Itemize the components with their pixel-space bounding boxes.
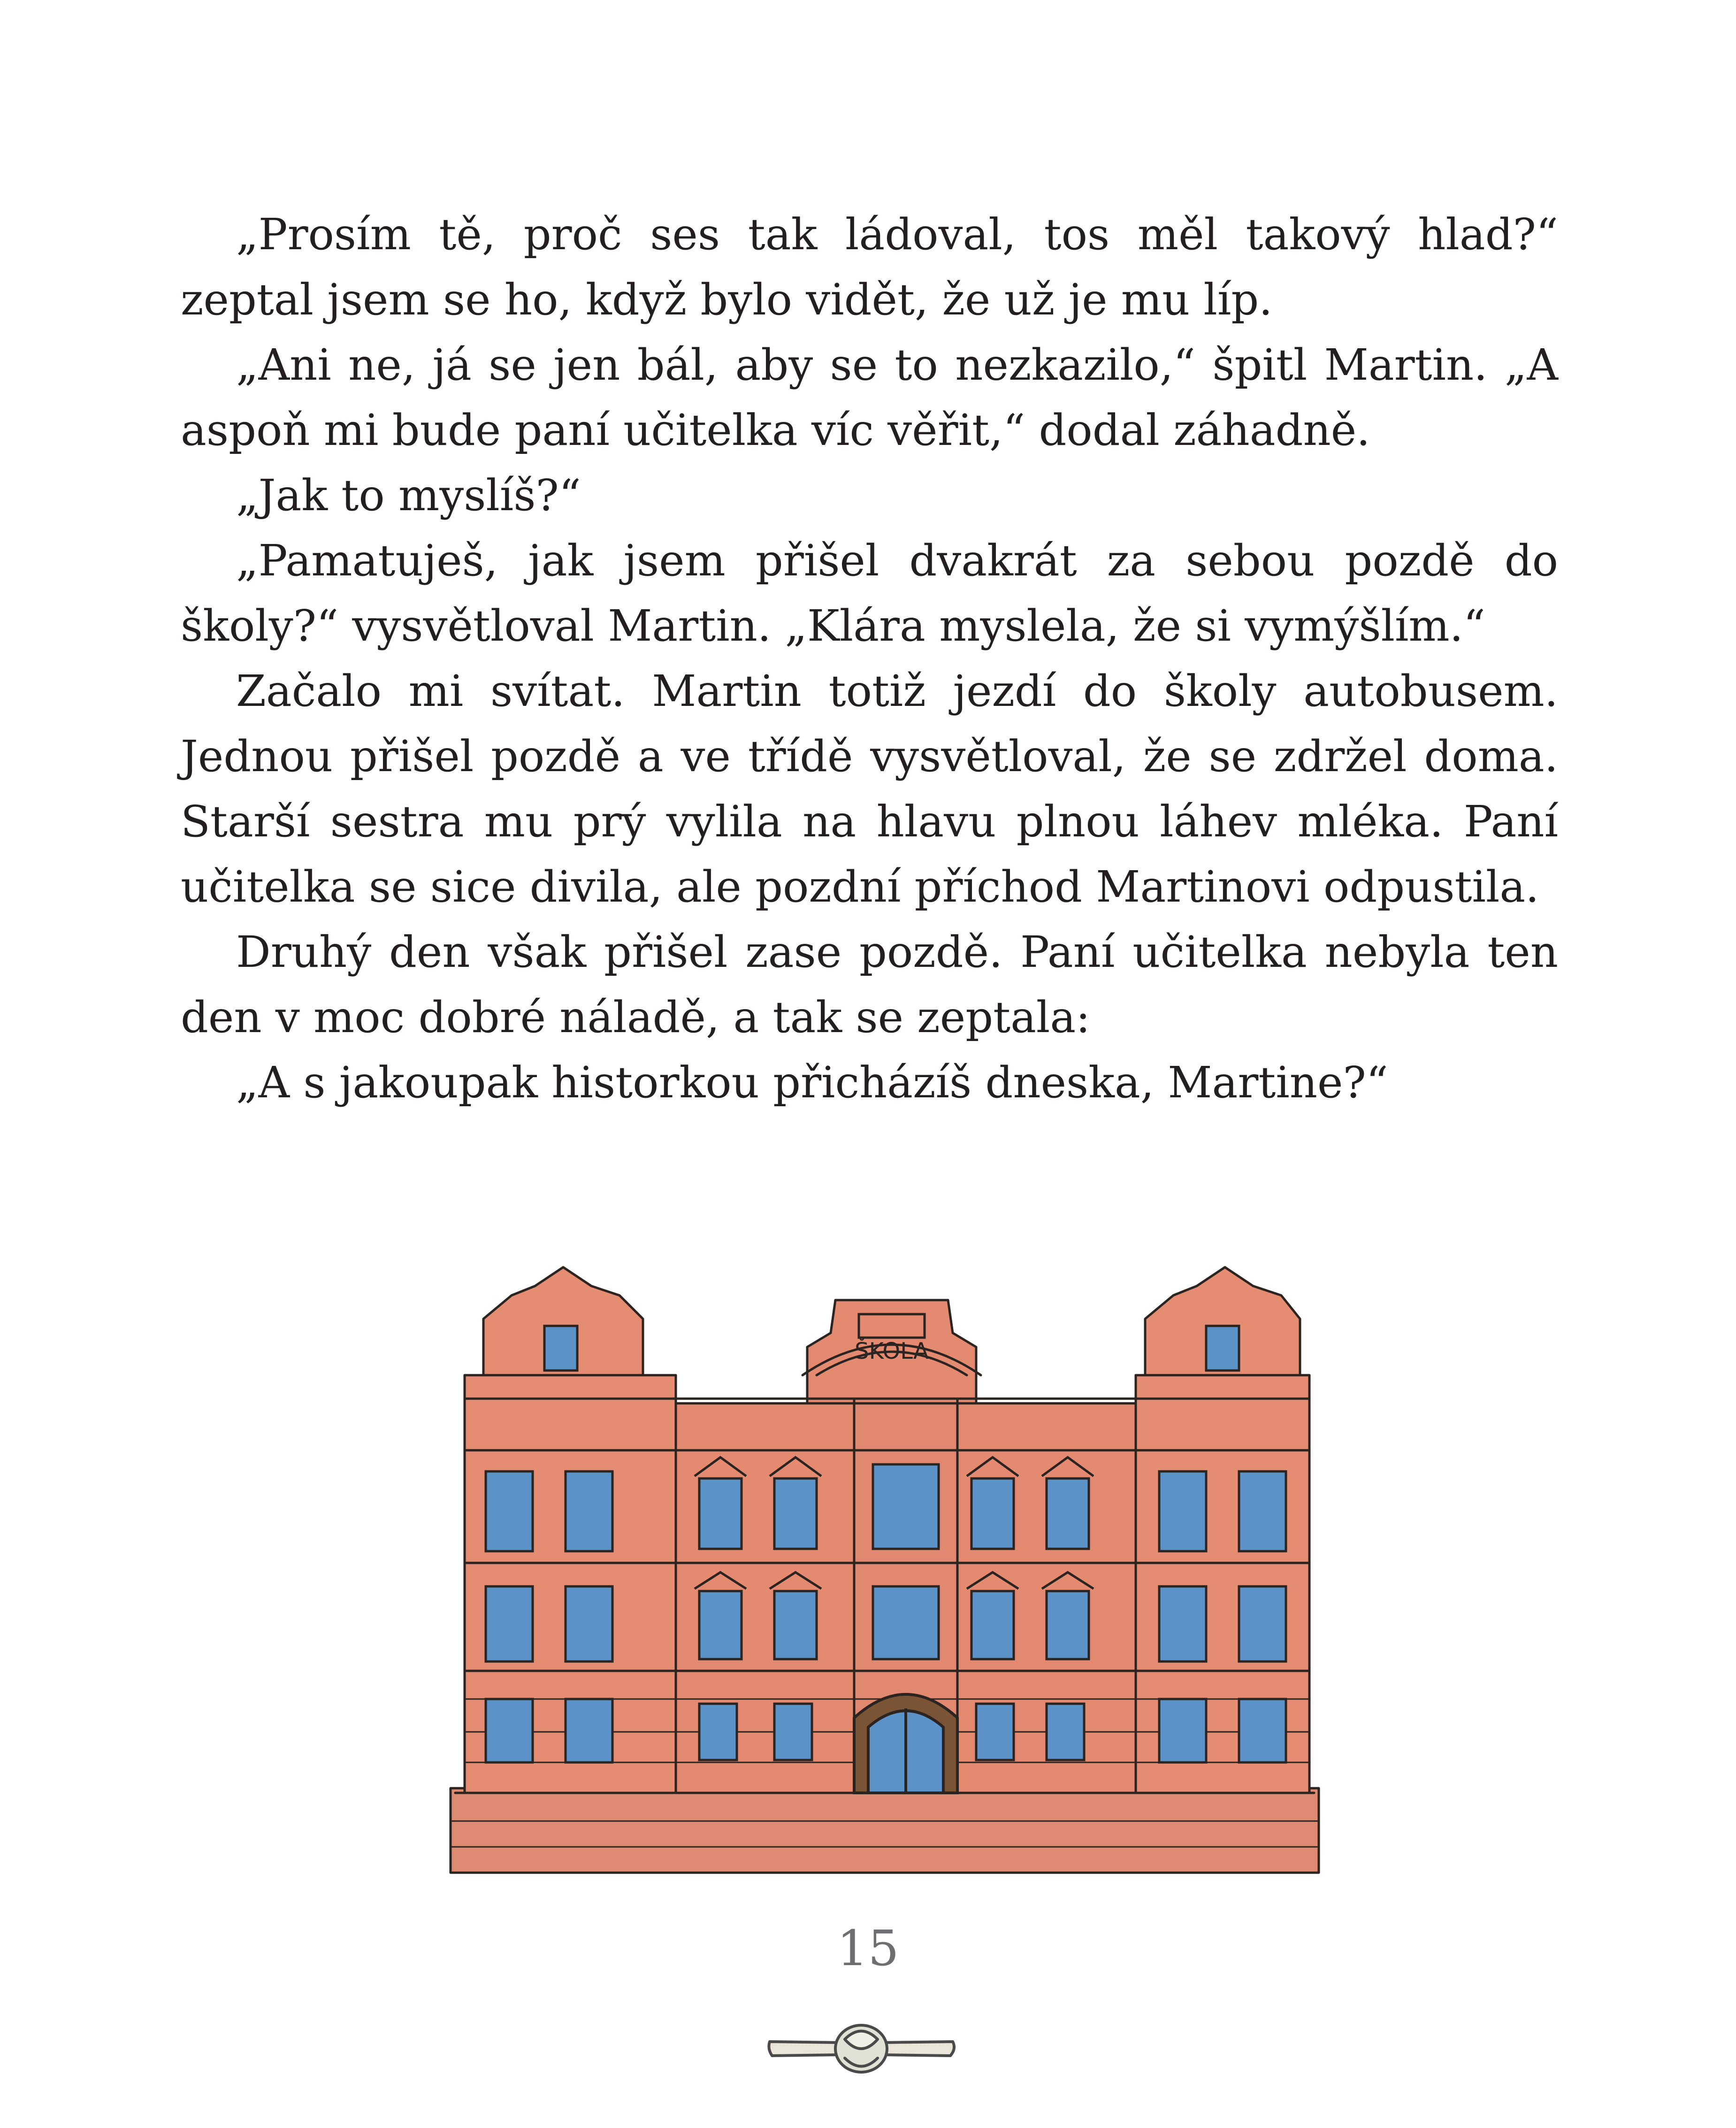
- school-sign-text: ŠKOLA: [855, 1338, 929, 1364]
- paragraph-5: Začalo mi svítat. Martin totiž jezdí do školy autobusem. Jednou přišel pozdě a ve třídě vysvětloval, že se zdržel doma. Starší sestra mu prý vylila na hlavu plnou láhev mléka. Paní učitelka se sice divila, ale pozdní příchod Martinovi odpustila.: [181, 666, 1558, 912]
- story-text: [181, 202, 1558, 1115]
- school-building-illustration: [441, 1258, 1323, 1877]
- paragraph-2: „Ani ne, já se jen bál, aby se to nezkazilo,“ špitl Martin. „A aspoň mi bude paní učitelka víc věřit,“ dodal záhadně.: [181, 340, 1558, 455]
- knot-ornament-icon: [760, 2013, 962, 2079]
- paragraph-3: „Jak to myslíš?“: [236, 470, 581, 521]
- page-number: 15: [837, 1920, 899, 1977]
- paragraph-6: Druhý den však přišel zase pozdě. Paní učitelka nebyla ten den v moc dobré náladě, a tak se zeptala:: [181, 927, 1558, 1042]
- paragraph-4: „Pamatuješ, jak jsem přišel dvakrát za sebou pozdě do školy?“ vysvětloval Martin. „Klára myslela, že si vymýšlím.“: [181, 536, 1558, 651]
- paragraph-1: „Prosím tě, proč ses tak ládoval, tos měl takový hlad?“ zeptal jsem se ho, když bylo vidět, že už je mu líp.: [181, 209, 1558, 325]
- paragraph-7: „A s jakoupak historkou přicházíš dneska, Martine?“: [236, 1057, 1388, 1108]
